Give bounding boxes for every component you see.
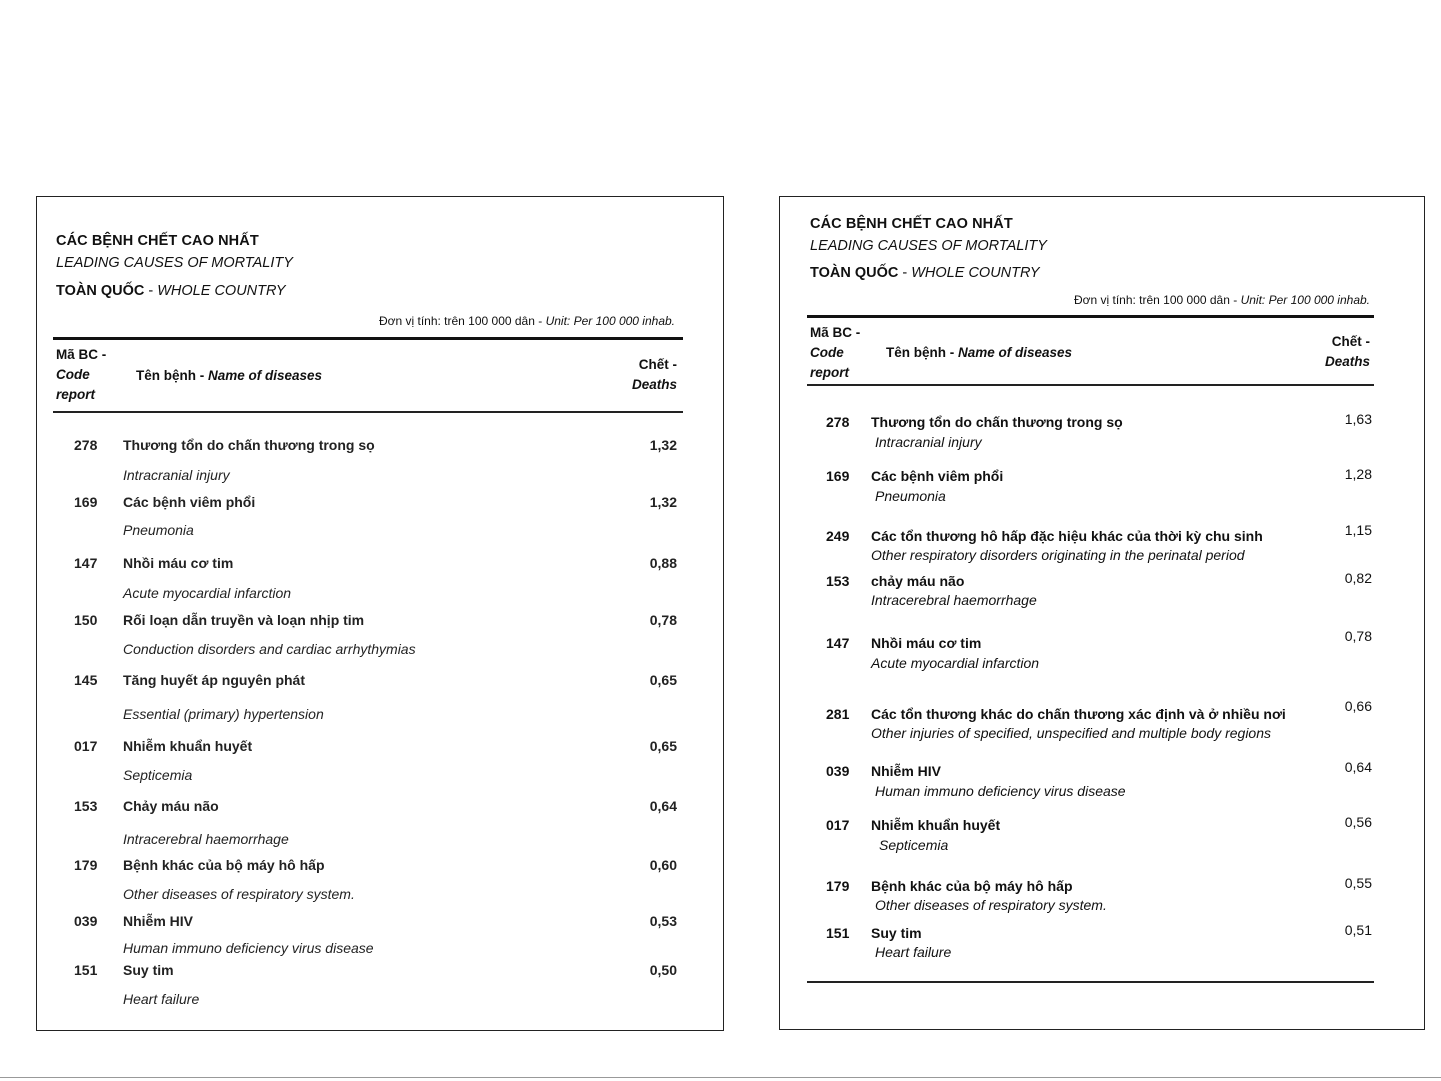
header-code-vi: Mã BC -	[56, 347, 107, 362]
header-code-en-2: report	[56, 387, 96, 402]
row-code: 179	[826, 878, 850, 894]
row-disease-name-en: Pneumonia	[875, 488, 946, 504]
row-deaths-value: 0,56	[1344, 814, 1372, 830]
row-deaths-value: 0,64	[1344, 759, 1372, 775]
row-disease-name-en: Human immuno deficiency virus disease	[875, 783, 1126, 799]
row-code: 278	[74, 437, 98, 453]
row-disease-name-vi: Nhiễm khuẩn huyết	[871, 817, 1001, 833]
row-disease-name-en: Heart failure	[123, 991, 200, 1007]
row-disease-name-vi: Nhiễm khuẩn huyết	[123, 738, 253, 754]
row-code: 249	[826, 528, 850, 544]
row-code: 147	[74, 555, 98, 571]
header-code	[810, 323, 860, 383]
header-name	[886, 343, 1072, 363]
table-title-en: LEADING CAUSES OF MORTALITY	[56, 255, 293, 271]
row-disease-name-vi: Suy tim	[123, 962, 174, 978]
row-deaths-value: 0,51	[1344, 922, 1372, 938]
header-code-vi: Mã BC -	[810, 325, 861, 340]
unit-vi: Đơn vị tính: trên 100 000 dân -	[1073, 293, 1241, 307]
unit-en: Unit: Per 100 000 inhab.	[545, 314, 675, 328]
table-title-en: LEADING CAUSES OF MORTALITY	[810, 238, 1047, 254]
row-code: 017	[74, 738, 98, 754]
row-disease-name-en: Essential (primary) hypertension	[123, 706, 324, 722]
region-en: WHOLE COUNTRY	[911, 265, 1040, 281]
row-code: 151	[826, 925, 850, 941]
row-disease-name-en: Heart failure	[875, 944, 952, 960]
row-deaths-value: 0,55	[1344, 875, 1372, 891]
header-top-rule	[53, 337, 683, 340]
page-bottom-line	[0, 1077, 1441, 1078]
row-disease-name-en: Septicemia	[879, 837, 949, 853]
row-deaths-value: 0,53	[649, 913, 677, 929]
row-deaths-value: 0,50	[649, 962, 677, 978]
row-disease-name-vi: Rối loạn dẫn truyền và loạn nhịp tim	[123, 612, 365, 628]
unit-vi: Đơn vị tính: trên 100 000 dân -	[378, 314, 546, 328]
right-mortality-table	[779, 196, 1425, 1030]
header-deaths	[1325, 332, 1370, 372]
row-disease-name-vi: chảy máu não	[871, 573, 965, 589]
row-deaths-value: 0,60	[649, 857, 677, 873]
row-code: 147	[826, 635, 850, 651]
row-deaths-value: 0,65	[649, 672, 677, 688]
header-deaths-en: Deaths	[1324, 354, 1370, 369]
row-disease-name-en: Human immuno deficiency virus disease	[123, 940, 374, 956]
row-code: 153	[826, 573, 850, 589]
unit-note	[1074, 293, 1370, 307]
header-code-en-2: report	[810, 365, 850, 380]
unit-en: Unit: Per 100 000 inhab.	[1240, 293, 1370, 307]
row-disease-name-en: Pneumonia	[123, 522, 194, 538]
row-deaths-value: 1,15	[1344, 522, 1372, 538]
row-disease-name-en: Other respiratory disorders originating in the perinatal period	[871, 547, 1245, 563]
row-disease-name-en: Conduction disorders and cardiac arrhythymias	[123, 641, 416, 657]
header-bottom-rule	[807, 384, 1374, 386]
header-deaths-vi: Chết -	[638, 357, 677, 372]
row-disease-name-vi: Bệnh khác của bộ máy hô hấp	[123, 857, 325, 873]
header-name-vi: Tên bệnh -	[136, 368, 208, 383]
row-deaths-value: 0,82	[1344, 570, 1372, 586]
row-disease-name-vi: Các bệnh viêm phổi	[123, 494, 256, 510]
left-mortality-table	[36, 196, 724, 1031]
row-disease-name-en: Intracranial injury	[123, 467, 230, 483]
header-deaths-vi: Chết -	[1331, 334, 1370, 349]
header-name-en: Name of diseases	[958, 345, 1073, 360]
row-code: 151	[74, 962, 98, 978]
row-disease-name-vi: Nhồi máu cơ tim	[123, 555, 234, 571]
header-name	[136, 366, 322, 386]
unit-note	[379, 314, 675, 328]
row-code: 017	[826, 817, 850, 833]
row-deaths-value: 0,66	[1344, 698, 1372, 714]
table-title-vi: CÁC BỆNH CHẾT CAO NHẤT	[810, 216, 1013, 232]
region-vi: TOÀN QUỐC	[810, 265, 899, 281]
row-disease-name-vi: Nhiễm HIV	[871, 763, 942, 779]
header-name-vi: Tên bệnh -	[886, 345, 958, 360]
row-code: 153	[74, 798, 98, 814]
row-disease-name-en: Other diseases of respiratory system.	[123, 886, 355, 902]
row-disease-name-en: Other diseases of respiratory system.	[875, 897, 1107, 913]
header-bottom-rule	[53, 411, 683, 413]
header-code	[56, 345, 106, 405]
row-code: 145	[74, 672, 98, 688]
row-disease-name-en: Septicemia	[123, 767, 193, 783]
row-deaths-value: 0,65	[649, 738, 677, 754]
header-code-en-1: Code	[56, 367, 90, 382]
row-code: 169	[74, 494, 98, 510]
row-disease-name-en: Acute myocardial infarction	[123, 585, 292, 601]
row-disease-name-vi: Chảy máu não	[123, 798, 219, 814]
row-disease-name-en: Intracranial injury	[875, 434, 982, 450]
header-name-en: Name of diseases	[208, 368, 323, 383]
row-disease-name-vi: Tăng huyết áp nguyên phát	[123, 672, 306, 688]
row-disease-name-en: Other injuries of specified, unspecified and multiple body regions	[871, 725, 1272, 741]
row-disease-name-vi: Thương tổn do chấn thương trong sọ	[871, 414, 1123, 430]
row-disease-name-en: Acute myocardial infarction	[871, 655, 1040, 671]
row-deaths-value: 0,78	[649, 612, 677, 628]
row-disease-name-vi: Nhiễm HIV	[123, 913, 194, 929]
row-disease-name-en: Intracerebral haemorrhage	[871, 592, 1037, 608]
header-code-en-1: Code	[810, 345, 844, 360]
region-sep: -	[144, 283, 158, 299]
row-disease-name-vi: Các tổn thương khác do chấn thương xác định và ở nhiều nơi	[871, 706, 1286, 722]
region-title	[810, 265, 1040, 281]
row-code: 039	[74, 913, 98, 929]
row-deaths-value: 1,32	[649, 437, 677, 453]
row-code: 278	[826, 414, 850, 430]
row-disease-name-vi: Suy tim	[871, 925, 922, 941]
row-disease-name-vi: Thương tổn do chấn thương trong sọ	[123, 437, 375, 453]
row-code: 039	[826, 763, 850, 779]
row-deaths-value: 0,78	[1344, 628, 1372, 644]
row-deaths-value: 0,88	[649, 555, 677, 571]
header-deaths	[632, 355, 677, 395]
row-deaths-value: 1,28	[1344, 466, 1372, 482]
row-disease-name-en: Intracerebral haemorrhage	[123, 831, 289, 847]
row-disease-name-vi: Các tổn thương hô hấp đặc hiệu khác của thời kỳ chu sinh	[871, 528, 1263, 544]
header-top-rule	[807, 315, 1374, 318]
header-deaths-en: Deaths	[631, 377, 677, 392]
row-code: 150	[74, 612, 98, 628]
region-sep: -	[898, 265, 912, 281]
row-code: 179	[74, 857, 98, 873]
table-bottom-rule	[807, 981, 1374, 983]
row-deaths-value: 1,63	[1344, 411, 1372, 427]
table-title-vi: CÁC BỆNH CHẾT CAO NHẤT	[56, 233, 259, 249]
row-code: 169	[826, 468, 850, 484]
row-disease-name-vi: Nhồi máu cơ tim	[871, 635, 982, 651]
region-title	[56, 283, 286, 299]
row-disease-name-vi: Bệnh khác của bộ máy hô hấp	[871, 878, 1073, 894]
region-en: WHOLE COUNTRY	[157, 283, 286, 299]
row-deaths-value: 1,32	[649, 494, 677, 510]
row-disease-name-vi: Các bệnh viêm phổi	[871, 468, 1004, 484]
row-deaths-value: 0,64	[649, 798, 677, 814]
row-code: 281	[826, 706, 850, 722]
region-vi: TOÀN QUỐC	[56, 283, 145, 299]
